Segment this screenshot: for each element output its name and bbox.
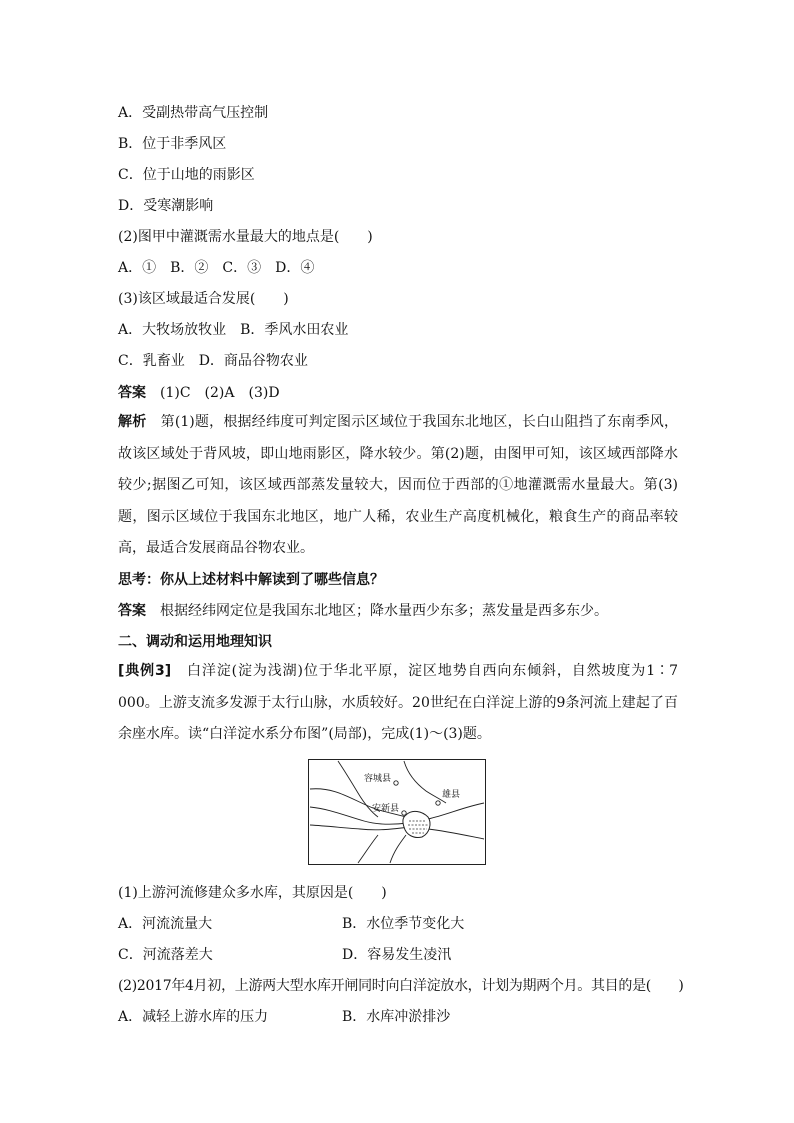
answer2-label: 答案 — [118, 603, 146, 619]
q1-option-c: C．位于山地的雨影区 — [118, 167, 255, 183]
label-xiongxian: 雄县 — [442, 790, 461, 800]
xiongxian-county-dot — [436, 801, 440, 805]
p2-q2-option-b: B．水库冲淤排沙 — [342, 1009, 451, 1025]
q1-option-d: D．受寒潮影响 — [118, 198, 214, 214]
q3-options-row2: C．乳畜业 D．商品谷物农业 — [118, 353, 308, 369]
answer2-line — [118, 601, 608, 621]
example3-label: [典例3] — [118, 663, 172, 679]
thinking-label: 思考： — [118, 572, 160, 588]
label-rongcheng: 容城县 — [364, 774, 392, 784]
q1-option-b: B．位于非季风区 — [118, 136, 227, 152]
q3-options-row1: A．大牧场放牧业 B．季风水田农业 — [118, 322, 349, 338]
answer-text: (1)C (2)A (3)D — [160, 385, 280, 401]
answer-label: 答案 — [118, 385, 146, 401]
answer2-text: 根据经纬网定位是我国东北地区；降水量西少东多；蒸发量是西多东少。 — [160, 603, 608, 619]
q3-stem: (3)该区域最适合发展( ) — [118, 291, 289, 307]
p2-q1-row2 — [118, 945, 452, 965]
p2-q2-row1 — [118, 1007, 451, 1027]
section-heading: 二、调动和运用地理知识 — [118, 634, 272, 650]
p2-q2-option-a: A．减轻上游水库的压力 — [118, 1009, 269, 1025]
p2-q1-row1 — [118, 914, 465, 934]
q2-options: A．① B．② C．③ D．④ — [118, 260, 315, 276]
example3-text: 白洋淀(淀为浅湖)位于华北平原，淀区地势自西向东倾斜，自然坡度为1∶7 000。上游支流多发源于太行山脉，水质较好。20世纪在白洋淀上游的9条河流上建起了百余座水库。读“白洋淀水系分布图”(局部)，完成(1)～(3)题。 — [118, 663, 679, 742]
answer-line — [118, 383, 280, 403]
thinking-line — [118, 570, 384, 590]
analysis-text: 第(1)题，根据经纬度可判定图示区域位于我国东北地区，长白山阻挡了东南季风，故该区域处于背风坡，即山地雨影区，降水较少。第(2)题，由图甲可知，该区域西部降水较少;据图乙可知，该区域西部蒸发量较大，因而位于西部的①地灌溉需水量最大。第(3)题，图示区域位于我国东北地区，地广人稀，农业生产高度机械化，粮食生产的商品率较高，最适合发展商品谷物农业。 — [118, 414, 678, 556]
thinking-text: 你从上述材料中解读到了哪些信息？ — [160, 572, 384, 588]
q2-stem: (2)图甲中灌溉需水量最大的地点是( ) — [118, 229, 373, 245]
rongcheng-county-dot — [394, 781, 398, 785]
analysis-paragraph — [118, 407, 678, 565]
baiyangdian-water-system-map — [308, 759, 486, 865]
analysis-label: 解析 — [118, 414, 147, 430]
label-anxin: 安新县 — [372, 804, 400, 814]
p2-q1-stem: (1)上游河流修建众多水库，其原因是( ) — [118, 885, 387, 901]
anxin-county-dot — [402, 811, 406, 815]
example3-paragraph — [118, 656, 678, 751]
q1-option-a: A．受副热带高气压控制 — [118, 105, 269, 121]
p2-q2-stem: (2)2017年4月初，上游两大型水库开闸同时向白洋淀放水，计划为期两个月。其目的是( ) — [118, 978, 684, 994]
p2-q1-option-c: C．河流落差大 — [118, 947, 213, 963]
p2-q1-option-a: A．河流流量大 — [118, 916, 213, 932]
p2-q1-option-b: B．水位季节变化大 — [342, 916, 465, 932]
p2-q1-option-d: D．容易发生凌汛 — [342, 947, 452, 963]
